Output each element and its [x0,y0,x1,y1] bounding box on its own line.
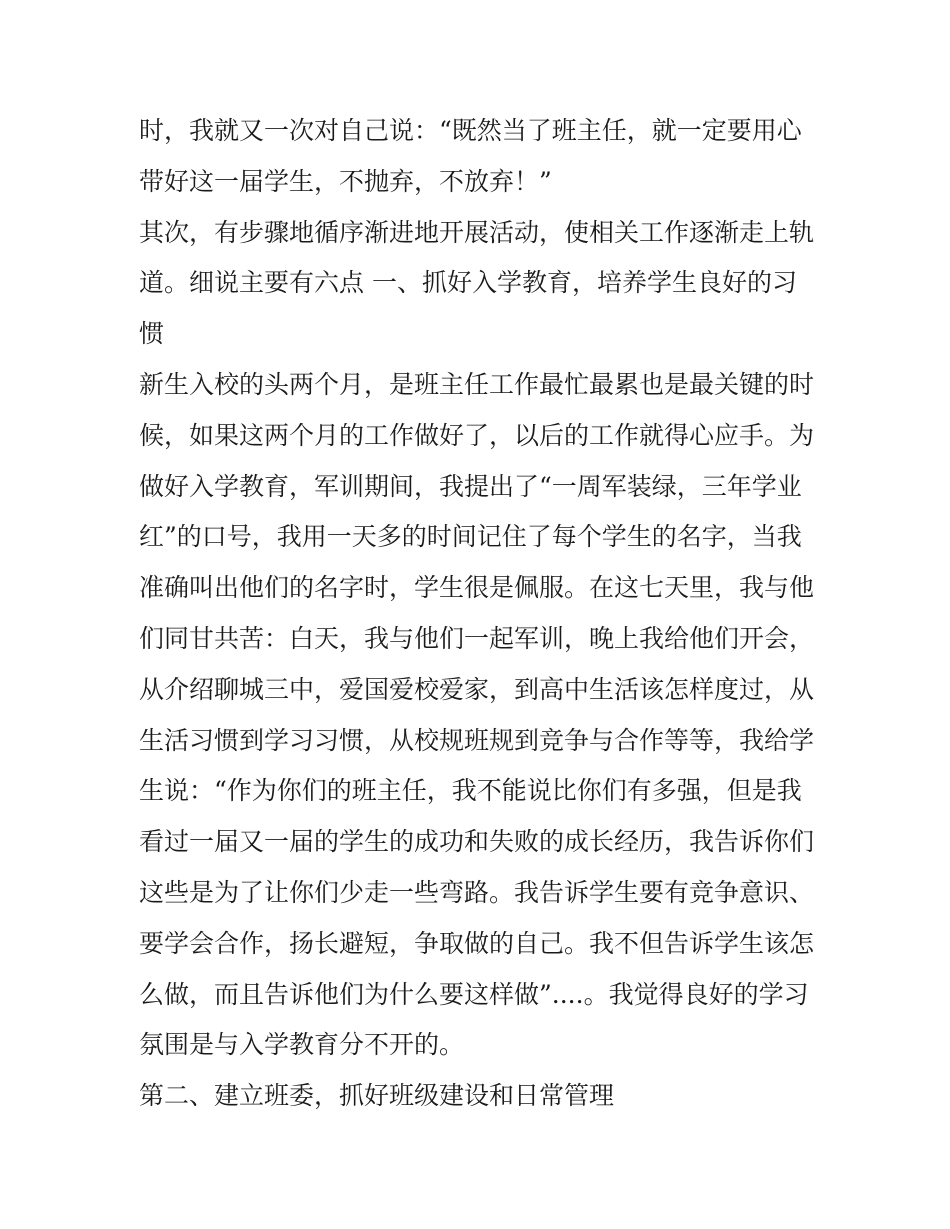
text-line: 其次，有步骤地循序渐进地开展活动，使相关工作逐渐走上轨 [139,217,815,247]
body-text [139,106,829,1122]
text-line: 这些是为了让你们少走一些弯路。我告诉学生要有竞争意识、 [139,877,815,907]
text-line: 们同甘共苦：白天，我与他们一起军训，晚上我给他们开会， [139,623,815,653]
text-line: 红”的口号，我用一天多的时间记住了每个学生的名字，当我 [139,522,802,552]
text-line: 看过一届又一届的学生的成功和失败的成长经历，我告诉你们 [139,827,815,857]
text-line: 氛围是与入学教育分不开的。 [139,1030,465,1060]
text-line: 道。细说主要有六点 一、抓好入学教育，培养学生良好的习 [139,268,797,298]
text-line: 惯 [139,319,165,349]
text-line: 做好入学教育，军训期间，我提出了“一周军装绿，三年学业 [139,471,802,501]
text-line: 要学会合作，扬长避短，争取做的自己。我不但告诉学生该怎 [139,928,815,958]
text-line: 从介绍聊城三中，爱国爱校爱家，到高中生活该怎样度过，从 [139,674,815,704]
text-line: 么做，而且告诉他们为什么要这样做”....。我觉得良好的学习 [139,979,809,1009]
text-line: 准确叫出他们的名字时，学生很是佩服。在这七天里，我与他 [139,573,815,603]
text-line: 新生入校的头两个月，是班主任工作最忙最累也是最关键的时 [139,369,815,399]
text-line: 候，如果这两个月的工作做好了，以后的工作就得心应手。为 [139,420,815,450]
text-line: 带好这一届学生，不抛弃，不放弃！” [139,166,552,196]
section-heading: 第二、建立班委，抓好班级建设和日常管理 [139,1081,615,1111]
text-line: 生说：“作为你们的班主任，我不能说比你们有多强，但是我 [139,776,802,806]
text-line: 时，我就又一次对自己说：“既然当了班主任，就一定要用心 [139,116,802,145]
text-line: 生活习惯到学习习惯，从校规班规到竞争与合作等等，我给学 [139,725,815,755]
